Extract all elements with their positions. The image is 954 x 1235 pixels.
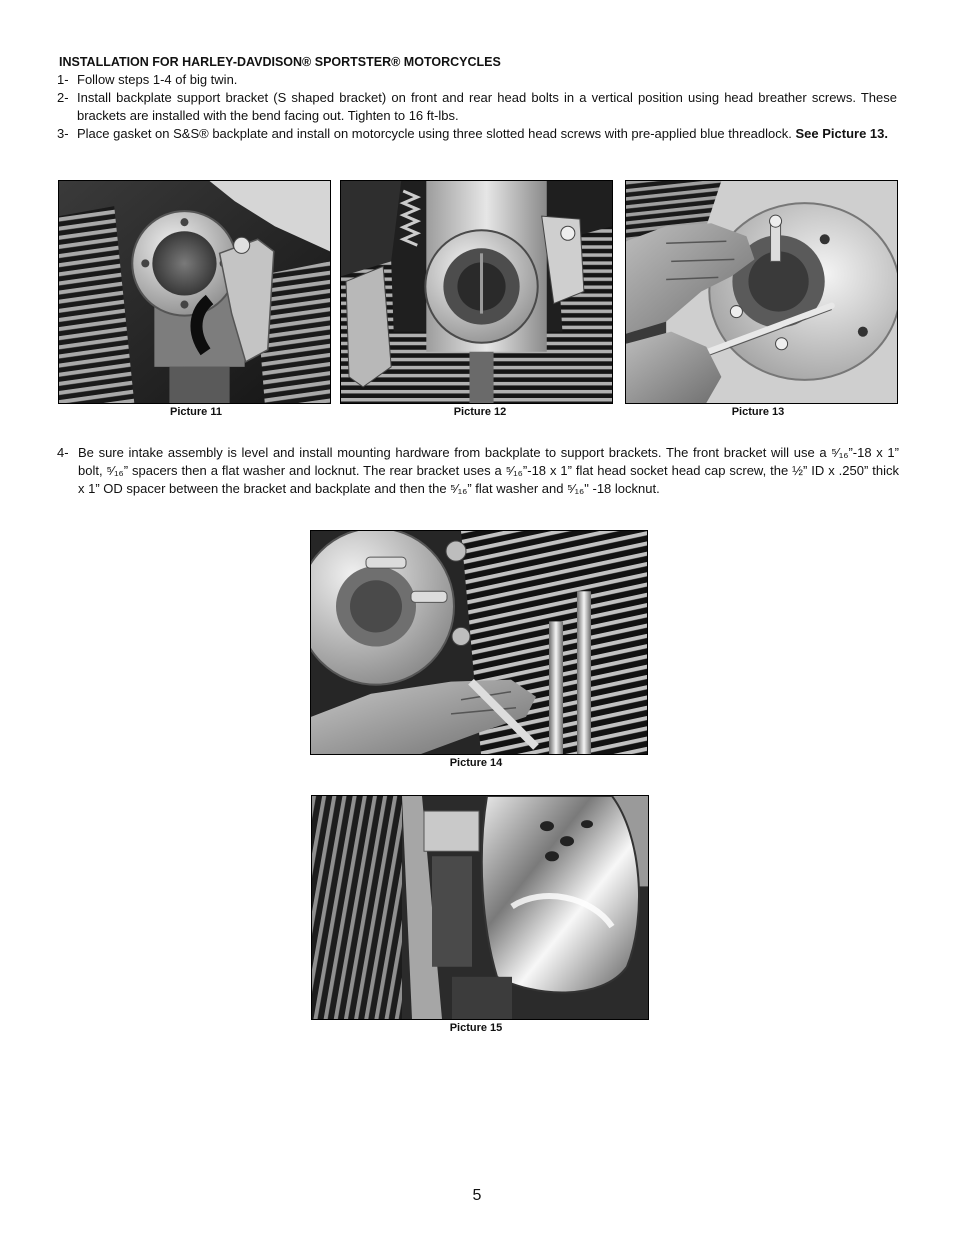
picture-13-caption: Picture 13 bbox=[731, 406, 785, 418]
step-text: Place gasket on S&S® backplate and install on motorcycle using three slotted head screws with pre-applied blue threadlock. bbox=[77, 126, 792, 141]
picture-11-caption: Picture 11 bbox=[170, 406, 222, 418]
page-number: 5 bbox=[472, 1187, 482, 1204]
step-3 bbox=[57, 125, 897, 143]
picture-15-photo bbox=[312, 796, 648, 1019]
steps-list-continued bbox=[57, 444, 899, 498]
step-text: Follow steps 1-4 of big twin. bbox=[77, 72, 238, 87]
picture-13-photo bbox=[626, 181, 897, 403]
picture-15-frame bbox=[311, 795, 649, 1020]
section-heading: INSTALLATION FOR HARLEY-DAVDISON® SPORTSTER® MOTORCYCLES bbox=[59, 55, 501, 69]
picture-14-caption: Picture 14 bbox=[449, 757, 503, 769]
picture-11-frame bbox=[58, 180, 331, 404]
step-number: 2- bbox=[57, 90, 69, 105]
step-text: Install backplate support bracket (S shaped bracket) on front and rear head bolts in a vertical position using head breather screws. These brackets are installed with the bend facing out. Tighten to 16 ft-lbs. bbox=[77, 90, 897, 123]
picture-15-caption: Picture 15 bbox=[449, 1022, 503, 1034]
picture-14-photo bbox=[311, 531, 647, 754]
steps-list bbox=[57, 71, 897, 143]
step-number: 1- bbox=[57, 72, 69, 87]
step-text: Be sure intake assembly is level and install mounting hardware from backplate to support brackets. The front bracket will use a ⁵⁄₁₆”-18 x 1” bolt, ⁵⁄₁₆” spacers then a flat washer and locknut. The rear bracket uses a ⁵⁄₁₆”-18 x 1” flat head socket head cap screw, the ½” ID x .250” thick x 1” OD spacer between the bracket and backplate and then the ⁵⁄₁₆” flat washer and ⁵⁄₁₆" -18 locknut. bbox=[78, 445, 899, 496]
step-number: 3- bbox=[57, 126, 69, 141]
picture-reference: See Picture 13. bbox=[795, 126, 888, 141]
picture-11-photo bbox=[59, 181, 330, 403]
picture-12-photo bbox=[341, 181, 612, 403]
step-number: 4- bbox=[57, 445, 69, 460]
picture-13-frame bbox=[625, 180, 898, 404]
step-2 bbox=[57, 89, 897, 125]
step-4 bbox=[57, 444, 899, 498]
step-1 bbox=[57, 71, 897, 89]
picture-14-frame bbox=[310, 530, 648, 755]
picture-12-frame bbox=[340, 180, 613, 404]
picture-12-caption: Picture 12 bbox=[453, 406, 507, 418]
